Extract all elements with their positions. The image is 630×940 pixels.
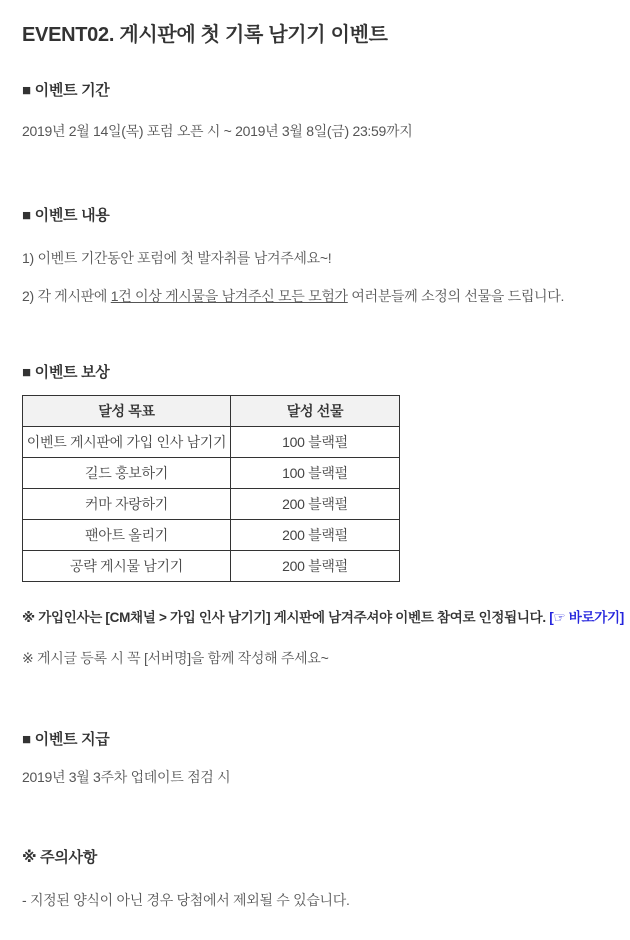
reward-table-header-row [23, 396, 400, 427]
shortcut-link[interactable] [549, 610, 624, 625]
reward-goal-cell: 팬아트 올리기 [23, 520, 231, 551]
section-heading-event-period: ■ 이벤트 기간 [22, 82, 110, 99]
table-row [23, 458, 400, 489]
reward-gift-cell: 200 블랙펄 [231, 489, 400, 520]
pointing-hand-icon: ☞ [553, 610, 566, 625]
shortcut-link-bracket-open: [ [549, 610, 554, 625]
event-content-line2-suffix: 여러분들께 소정의 선물을 드립니다. [347, 288, 565, 304]
table-row [23, 489, 400, 520]
section-heading-caution: ※ 주의사항 [22, 849, 97, 866]
event-content-line1: 1) 이벤트 기간동안 포럼에 첫 발자취를 남겨주세요~! [22, 250, 332, 266]
reward-goal-cell: 공략 게시물 남기기 [23, 551, 231, 582]
event-content-line2 [22, 286, 610, 306]
event-content-line2-prefix: 2) 각 게시판에 [22, 288, 111, 304]
reward-table [22, 395, 400, 582]
table-row [23, 520, 400, 551]
reward-gift-cell: 100 블랙펄 [231, 427, 400, 458]
join-greeting-notice [22, 608, 624, 628]
reward-goal-cell: 길드 홍보하기 [23, 458, 231, 489]
caution-text: - 지정된 양식이 아닌 경우 당첨에서 제외될 수 있습니다. [22, 892, 350, 908]
reward-goal-cell: 커마 자랑하기 [23, 489, 231, 520]
server-name-notice: ※ 게시글 등록 시 꼭 [서버명]을 함께 작성해 주세요~ [22, 650, 329, 666]
reward-gift-cell: 200 블랙펄 [231, 520, 400, 551]
reward-table-header-gift: 달성 선물 [231, 396, 400, 427]
section-heading-event-payout: ■ 이벤트 지급 [22, 731, 110, 748]
event-payout-text: 2019년 3월 3주차 업데이트 점검 시 [22, 769, 231, 785]
reward-gift-cell: 200 블랙펄 [231, 551, 400, 582]
section-heading-event-content: ■ 이벤트 내용 [22, 207, 110, 224]
event-content-line2-underlined: 1건 이상 게시물을 남겨주신 모든 모험가 [110, 288, 348, 304]
section-heading-event-reward: ■ 이벤트 보상 [22, 364, 110, 381]
join-greeting-notice-text: ※ 가입인사는 [CM채널 > 가입 인사 남기기] 게시판에 남겨주셔야 이벤트 참여로 인정됩니다. [22, 610, 550, 625]
shortcut-link-bracket-close: ] [619, 610, 624, 625]
table-row [23, 551, 400, 582]
reward-gift-cell: 100 블랙펄 [231, 458, 400, 489]
table-row [23, 427, 400, 458]
event-post [0, 22, 630, 910]
event-period-text: 2019년 2월 14일(목) 포럼 오픈 시 ~ 2019년 3월 8일(금) 23:59까지 [22, 123, 413, 139]
page-title: EVENT02. 게시판에 첫 기록 남기기 이벤트 [22, 24, 388, 46]
reward-goal-cell: 이벤트 게시판에 가입 인사 남기기 [23, 427, 231, 458]
reward-table-header-goal: 달성 목표 [23, 396, 231, 427]
shortcut-link-label: 바로가기 [565, 610, 620, 625]
